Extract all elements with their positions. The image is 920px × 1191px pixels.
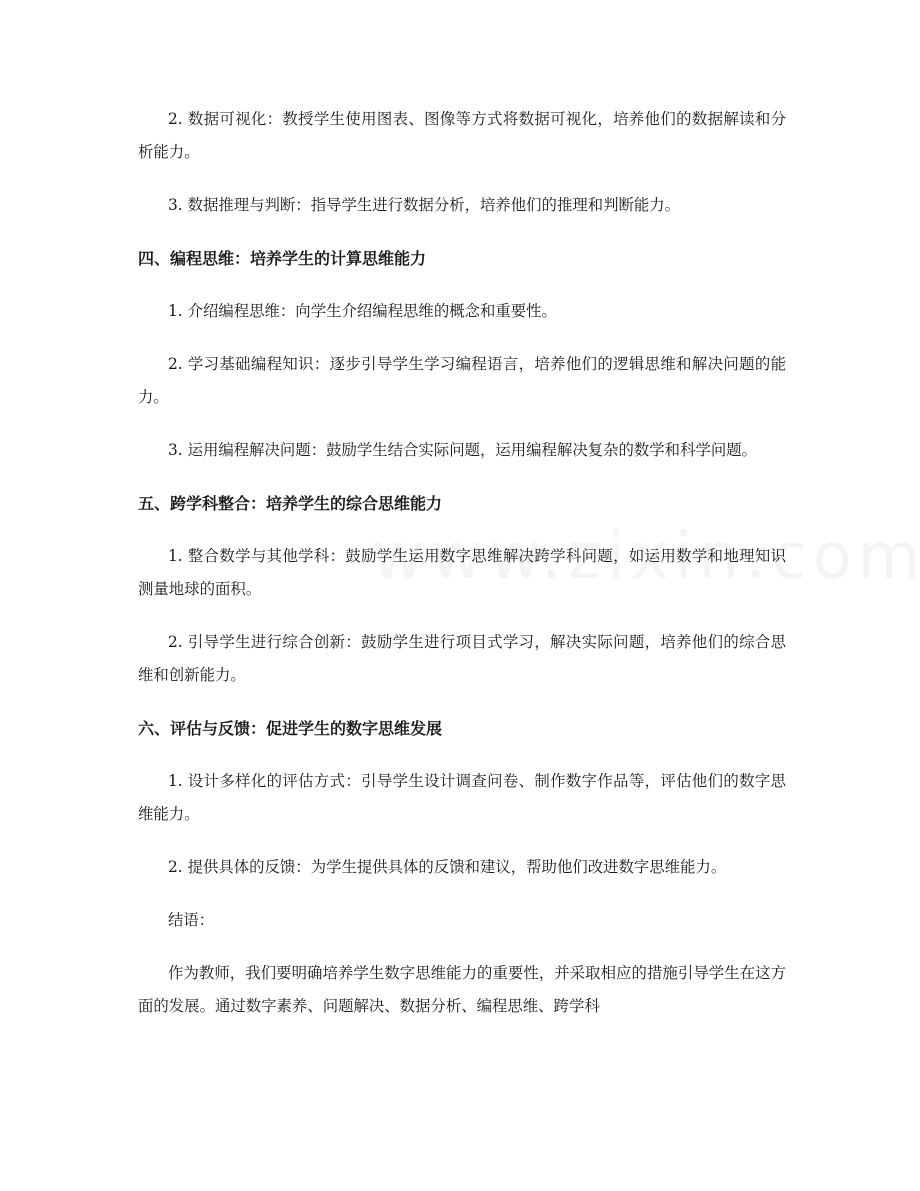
document-body (138, 103, 786, 1043)
heading-assessment-feedback: 六、评估与反馈：促进学生的数字思维发展 (138, 719, 443, 738)
paragraph-integrated-innovation: 2. 引导学生进行综合创新：鼓励学生进行项目式学习，解决实际问题，培养他们的综合思维和创新能力。 (138, 633, 786, 684)
paragraph-integrate-math: 1. 整合数学与其他学科：鼓励学生运用数字思维解决跨学科问题，如运用数学和地理知识测量地球的面积。 (138, 547, 786, 598)
paragraph-conclusion-text: 作为教师，我们要明确培养学生数字思维能力的重要性，并采取相应的措施引导学生在这方面的发展。通过数字素养、问题解决、数据分析、编程思维、跨学科 (138, 964, 786, 1015)
paragraph-basic-programming: 2. 学习基础编程知识：逐步引导学生学习编程语言，培养他们的逻辑思维和解决问题的能力。 (138, 355, 786, 406)
heading-interdisciplinary: 五、跨学科整合：培养学生的综合思维能力 (138, 494, 443, 513)
paragraph-conclusion-label: 结语： (168, 911, 215, 929)
paragraph-intro-programming: 1. 介绍编程思维：向学生介绍编程思维的概念和重要性。 (168, 302, 557, 320)
paragraph-apply-programming: 3. 运用编程解决问题：鼓励学生结合实际问题，运用编程解决复杂的数学和科学问题。 (168, 441, 758, 459)
heading-programming-thinking: 四、编程思维：培养学生的计算思维能力 (138, 249, 427, 268)
paragraph-specific-feedback: 2. 提供具体的反馈：为学生提供具体的反馈和建议，帮助他们改进数字思维能力。 (168, 858, 727, 876)
paragraph-data-reasoning: 3. 数据推理与判断：指导学生进行数据分析，培养他们的推理和判断能力。 (168, 196, 681, 214)
paragraph-data-visualization: 2. 数据可视化：教授学生使用图表、图像等方式将数据可视化，培养他们的数据解读和分析能力。 (138, 110, 786, 161)
paragraph-diverse-assessment: 1. 设计多样化的评估方式：引导学生设计调查问卷、制作数字作品等，评估他们的数字思维能力。 (138, 772, 786, 823)
